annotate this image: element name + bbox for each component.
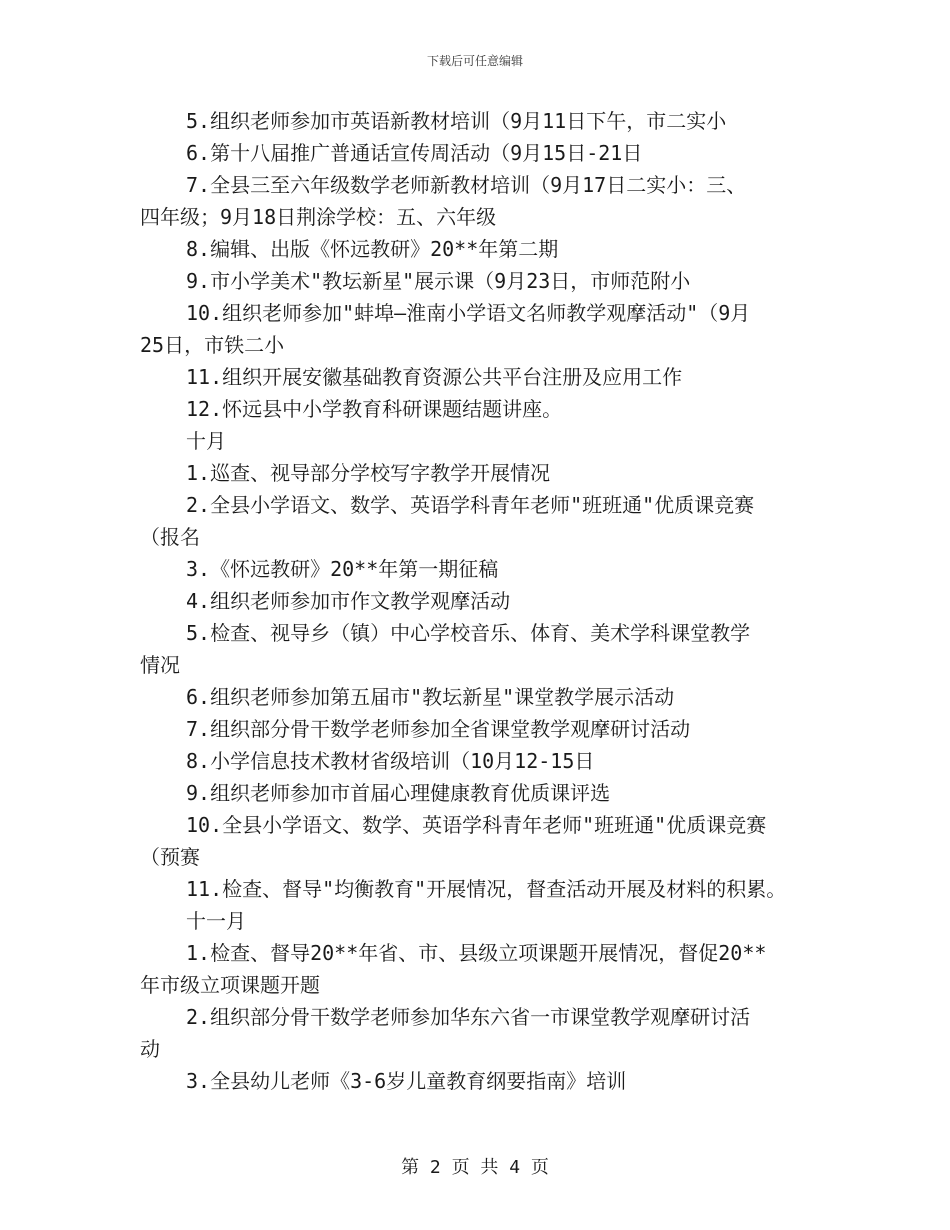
paragraph-line: 11.组织开展安徽基础教育资源公共平台注册及应用工作 — [186, 365, 683, 389]
paragraph-continuation: 动 — [140, 1037, 160, 1061]
paragraph — [140, 105, 820, 137]
paragraph — [140, 233, 820, 265]
paragraph — [140, 361, 820, 393]
paragraph — [140, 713, 820, 745]
paragraph-line: 十一月 — [186, 909, 246, 933]
paragraph-continuation: （报名 — [140, 525, 200, 549]
paragraph-line: 9.市小学美术"教坛新星"展示课（9月23日，市师范附小 — [186, 269, 691, 293]
paragraph-line: 8.编辑、出版《怀远教研》20**年第二期 — [186, 237, 559, 261]
page-header: 下载后可任意编辑 — [426, 54, 523, 68]
paragraph — [140, 265, 820, 297]
paragraph — [140, 169, 820, 233]
paragraph-line: 5.组织老师参加市英语新教材培训（9月11日下午，市二实小 — [186, 109, 727, 133]
paragraph-line: 1.检查、督导20**年省、市、县级立项课题开展情况，督促20** — [186, 941, 767, 965]
paragraph-line: 10.全县小学语文、数学、英语学科青年老师"班班通"优质课竞赛 — [186, 813, 767, 837]
paragraph-line: 2.组织部分骨干数学老师参加华东六省一市课堂教学观摩研讨活 — [186, 1005, 751, 1029]
paragraph-continuation: 情况 — [140, 653, 180, 677]
paragraph — [140, 873, 820, 905]
paragraph — [140, 425, 820, 457]
paragraph-continuation: 25日，市铁二小 — [140, 333, 285, 357]
paragraph-line: 8.小学信息技术教材省级培训（10月12-15日 — [186, 749, 595, 773]
paragraph — [140, 137, 820, 169]
paragraph-line: 十月 — [186, 429, 226, 453]
paragraph-continuation: 四年级；9月18日荆涂学校：五、六年级 — [140, 205, 497, 229]
paragraph-continuation: 年市级立项课题开题 — [140, 973, 320, 997]
paragraph-line: 10.组织老师参加"蚌埠—淮南小学语文名师教学观摩活动"（9月 — [186, 301, 751, 325]
paragraph — [140, 489, 820, 553]
paragraph — [140, 937, 820, 1001]
paragraph — [140, 809, 820, 873]
paragraph — [140, 585, 820, 617]
paragraph-line: 5.检查、视导乡（镇）中心学校音乐、体育、美术学科课堂教学 — [186, 621, 751, 645]
paragraph — [140, 1001, 820, 1065]
paragraph-line: 2.全县小学语文、数学、英语学科青年老师"班班通"优质课竞赛 — [186, 493, 755, 517]
paragraph-line: 7.组织部分骨干数学老师参加全省课堂教学观摩研讨活动 — [186, 717, 691, 741]
paragraph-line: 11.检查、督导"均衡教育"开展情况，督查活动开展及材料的积累。 — [186, 877, 787, 901]
paragraph-continuation: （预赛 — [140, 845, 200, 869]
paragraph-line: 1.巡查、视导部分学校写字教学开展情况 — [186, 461, 551, 485]
paragraph — [140, 393, 820, 425]
paragraph-line: 3.《怀远教研》20**年第一期征稿 — [186, 557, 499, 581]
paragraph — [140, 777, 820, 809]
paragraph-line: 6.第十八届推广普通话宣传周活动（9月15日-21日 — [186, 141, 643, 165]
paragraph — [140, 457, 820, 489]
paragraph — [140, 553, 820, 585]
paragraph-line: 4.组织老师参加市作文教学观摩活动 — [186, 589, 511, 613]
document-body — [140, 105, 820, 1097]
paragraph-line: 9.组织老师参加市首届心理健康教育优质课评选 — [186, 781, 611, 805]
paragraph — [140, 905, 820, 937]
paragraph-line: 6.组织老师参加第五届市"教坛新星"课堂教学展示活动 — [186, 685, 675, 709]
paragraph-line: 7.全县三至六年级数学老师新教材培训（9月17日二实小：三、 — [186, 173, 747, 197]
paragraph — [140, 681, 820, 713]
paragraph-line: 12.怀远县中小学教育科研课题结题讲座。 — [186, 397, 563, 421]
paragraph — [140, 617, 820, 681]
paragraph — [140, 1065, 820, 1097]
paragraph-line: 3.全县幼儿老师《3-6岁儿童教育纲要指南》培训 — [186, 1069, 627, 1093]
paragraph — [140, 745, 820, 777]
paragraph — [140, 297, 820, 361]
page-footer: 第 2 页 共 4 页 — [401, 1157, 549, 1178]
